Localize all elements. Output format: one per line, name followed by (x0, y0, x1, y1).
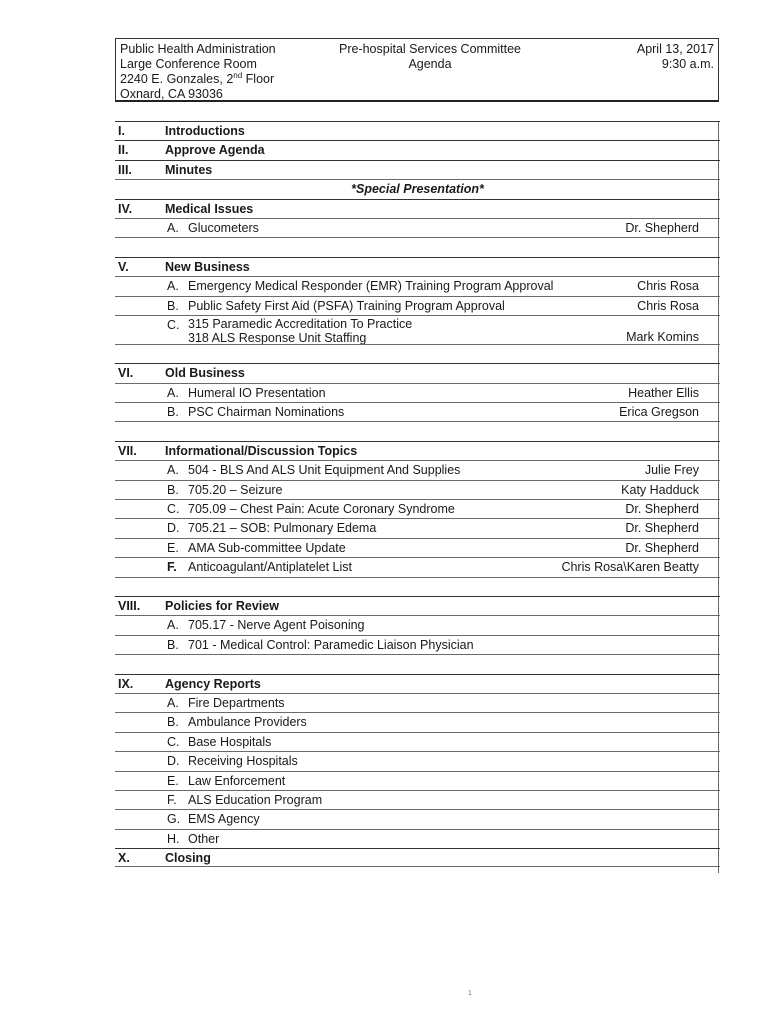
item-letter: A. (167, 695, 179, 710)
agenda-item (115, 276, 720, 295)
meeting-location (120, 42, 276, 102)
item-presenter: Dr. Shepherd (625, 502, 699, 517)
address-line: Oxnard, CA 93036 (120, 87, 223, 101)
agenda-section (115, 121, 720, 140)
section-number: IX. (118, 676, 134, 691)
agenda-section (115, 848, 720, 867)
item-text: AMA Sub-committee Update (188, 540, 346, 555)
item-letter: F. (167, 792, 177, 807)
item-presenter: Julie Frey (644, 463, 699, 478)
section-title: Informational/Discussion Topics (165, 443, 358, 458)
meeting-date: April 13, 2017 (636, 42, 714, 56)
item-presenter: Dr. Shepherd (625, 521, 699, 536)
item-letter: B. (167, 715, 179, 730)
agenda-item (115, 518, 720, 537)
item-letter: A. (167, 618, 179, 633)
agenda-item (115, 809, 720, 828)
agenda-section (115, 596, 720, 615)
agenda-item (115, 732, 720, 751)
section-number: III. (118, 162, 132, 177)
spacer-row (115, 344, 720, 363)
item-letter: A. (167, 279, 179, 294)
special-presentation-row (115, 179, 720, 198)
section-title: Agency Reports (165, 676, 261, 691)
item-text: Glucometers (188, 220, 259, 235)
item-text (188, 317, 412, 345)
item-letter: E. (167, 540, 179, 555)
agenda-item (115, 693, 720, 712)
item-letter: C. (167, 317, 180, 332)
meeting-datetime (637, 42, 714, 72)
spacer-row (115, 654, 720, 673)
item-text-line: 315 Paramedic Accreditation To Practice (188, 316, 413, 331)
section-title: Introductions (165, 124, 245, 138)
section-number: VI. (118, 366, 134, 381)
item-presenter: Katy Hadduck (621, 482, 699, 497)
address-line: Large Conference Room (120, 57, 257, 71)
section-title: Closing (165, 851, 211, 866)
spacer-row (115, 577, 720, 596)
agenda-item (115, 771, 720, 790)
meeting-title (330, 42, 530, 72)
item-text: 504 - BLS And ALS Unit Equipment And Supplies (188, 463, 461, 478)
agenda-item (115, 499, 720, 518)
item-letter: B. (167, 482, 179, 497)
item-letter: A. (167, 385, 179, 400)
agenda-item (115, 218, 720, 237)
agenda-item (115, 480, 720, 499)
agenda-section (115, 160, 720, 179)
agenda-item (115, 538, 720, 557)
section-number: VIII. (118, 598, 141, 613)
agenda-item (115, 790, 720, 809)
agenda-section (115, 140, 720, 159)
item-letter: E. (167, 773, 179, 788)
item-presenter: Mark Komins (626, 329, 699, 344)
section-title: Old Business (165, 366, 245, 381)
item-text: EMS Agency (188, 812, 260, 827)
section-number: II. (118, 143, 129, 158)
agenda-item (115, 402, 720, 421)
agenda-section (115, 363, 720, 382)
spacer-row (115, 237, 720, 256)
agenda-item (115, 829, 720, 848)
agenda-item (115, 635, 720, 654)
item-letter: G. (167, 812, 181, 827)
section-title: New Business (165, 259, 250, 274)
item-text: Humeral IO Presentation (188, 385, 326, 400)
agenda-item (115, 615, 720, 634)
item-text: 705.09 – Chest Pain: Acute Coronary Syndrome (188, 502, 455, 517)
section-number: X. (118, 851, 130, 866)
item-presenter: Chris Rosa (637, 298, 699, 313)
document-type: Agenda (408, 57, 452, 71)
committee-name: Pre-hospital Services Committee (338, 42, 521, 56)
item-letter: B. (167, 405, 179, 420)
item-presenter: Chris Rosa (637, 279, 699, 294)
section-number: IV. (118, 201, 133, 216)
agenda-item (115, 712, 720, 731)
item-letter: D. (167, 521, 180, 536)
item-presenter: Dr. Shepherd (625, 220, 699, 235)
special-presentation: *Special Presentation* (351, 182, 484, 197)
section-title: Medical Issues (165, 201, 254, 216)
agenda-item (115, 315, 720, 344)
item-text: Base Hospitals (188, 734, 272, 749)
item-text: 705.17 - Nerve Agent Poisoning (188, 618, 365, 633)
section-title: Policies for Review (165, 598, 279, 613)
item-letter: F. (167, 560, 177, 575)
item-letter: B. (167, 637, 179, 652)
item-text: Emergency Medical Responder (EMR) Training Program Approval (188, 279, 554, 294)
agenda-item (115, 751, 720, 770)
agenda-item (115, 296, 720, 315)
agenda-table (115, 121, 720, 867)
item-letter: A. (167, 220, 179, 235)
item-text: 705.20 – Seizure (188, 482, 283, 497)
page-number: 1 (468, 990, 472, 997)
agenda-section (115, 257, 720, 276)
address-line: Public Health Administration (120, 42, 276, 56)
item-letter: D. (167, 754, 180, 769)
section-number: I. (118, 124, 125, 138)
section-title: Approve Agenda (165, 143, 265, 158)
item-letter: C. (167, 734, 180, 749)
meeting-time: 9:30 a.m. (661, 57, 714, 71)
spacer-row (115, 421, 720, 440)
agenda-section (115, 674, 720, 693)
agenda-section (115, 199, 720, 218)
item-letter: C. (167, 502, 180, 517)
agenda-section (115, 441, 720, 460)
item-text-line: 318 ALS Response Unit Staffing (188, 330, 367, 345)
item-letter: B. (167, 298, 179, 313)
item-presenter: Chris Rosa\Karen Beatty (561, 560, 699, 575)
item-text: Fire Departments (188, 695, 285, 710)
section-number: VII. (118, 443, 137, 458)
section-number: V. (118, 259, 129, 274)
section-title: Minutes (165, 162, 213, 177)
item-text: 701 - Medical Control: Paramedic Liaison Physician (188, 637, 474, 652)
agenda-item (115, 460, 720, 479)
agenda-item (115, 557, 720, 576)
item-text: Ambulance Providers (188, 715, 307, 730)
agenda-item (115, 383, 720, 402)
item-text: Law Enforcement (188, 773, 286, 788)
meeting-header (115, 38, 719, 102)
item-letter: H. (167, 831, 180, 846)
item-text: PSC Chairman Nominations (188, 405, 345, 420)
item-presenter: Heather Ellis (628, 385, 699, 400)
item-presenter: Erica Gregson (619, 405, 699, 420)
address-line: 2240 E. Gonzales, 2nd Floor (120, 70, 275, 86)
item-presenter: Dr. Shepherd (625, 540, 699, 555)
item-text: ALS Education Program (188, 792, 323, 807)
item-letter: A. (167, 463, 179, 478)
item-text: Receiving Hospitals (188, 754, 298, 769)
item-text: 705.21 – SOB: Pulmonary Edema (188, 521, 377, 536)
item-text: Other (188, 831, 220, 846)
item-text: Public Safety First Aid (PSFA) Training Program Approval (188, 298, 505, 313)
item-text: Anticoagulant/Antiplatelet List (188, 560, 352, 575)
